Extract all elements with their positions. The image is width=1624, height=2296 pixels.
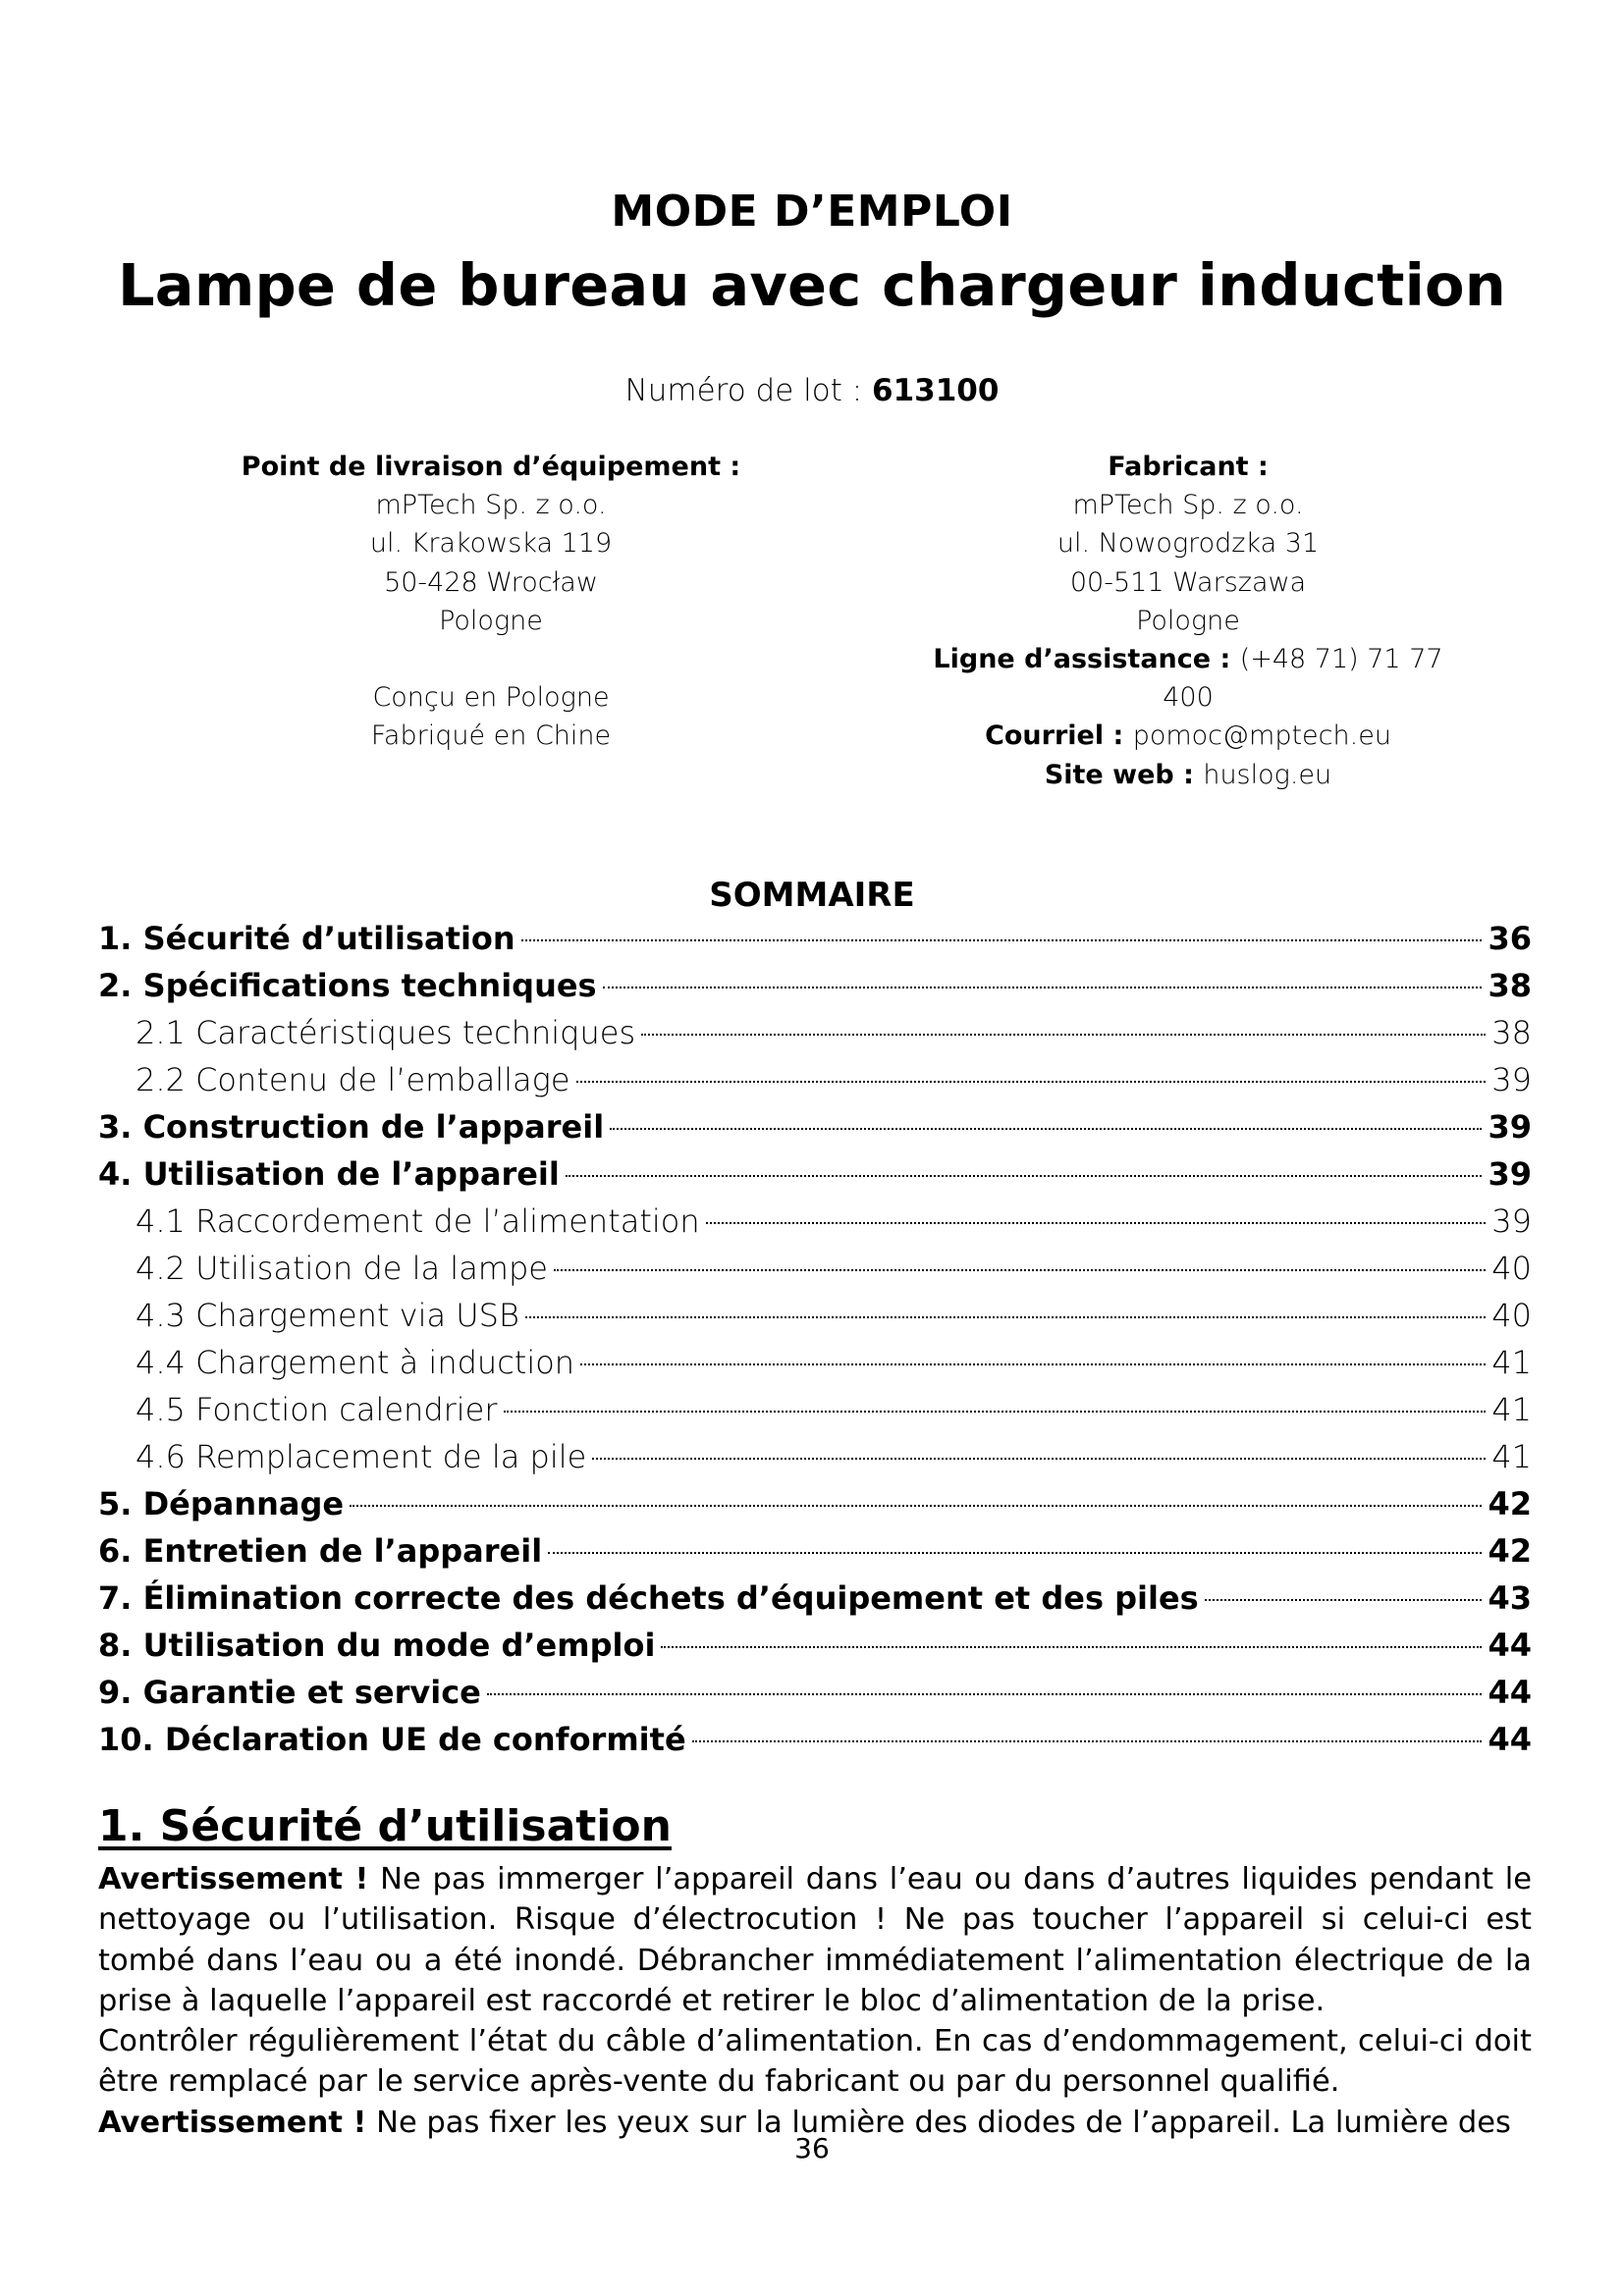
- page-number: 36: [794, 2132, 830, 2164]
- toc-title: SOMMAIRE: [709, 876, 915, 915]
- toc-entry-label: 10. Déclaration UE de conformité: [98, 1721, 686, 1758]
- toc-entry-label: 1. Sécurité d’utilisation: [98, 920, 515, 957]
- toc-entry-page: 40: [1491, 1297, 1532, 1334]
- toc-leader: [525, 1316, 1486, 1318]
- warning-text: Ne pas immerger l’appareil dans l’eau ou dans d’autres liquides pendant le nettoyage ou l’utilisation. Risque d’électrocution ! Ne pas toucher l’appareil si celui-ci est tombé dans l’eau ou a été inondé. Débrancher immédiatement l’alimentation électrique de la prise à laquelle l’appareil est raccordé et retirer le bloc d’alimentation de la prise.: [98, 1862, 1532, 2018]
- toc-entry-label: 6. Entretien de l’appareil: [98, 1532, 543, 1570]
- toc-entry-label: 5. Dépannage: [98, 1485, 345, 1522]
- lot-label: Numéro de lot :: [624, 373, 873, 408]
- lot-number: [0, 373, 1624, 408]
- toc-entry-page: 42: [1488, 1532, 1532, 1570]
- website: [913, 756, 1463, 794]
- toc-entry: [98, 967, 1532, 1014]
- toc-entry-label: 8. Utilisation du mode d’emploi: [98, 1627, 656, 1664]
- toc-entry-page: 42: [1488, 1485, 1532, 1522]
- hotline: [913, 640, 1463, 717]
- toc-entry-page: 41: [1491, 1438, 1532, 1475]
- toc-leader: [641, 1034, 1486, 1036]
- warning-label: Avertissement !: [98, 2105, 367, 2140]
- toc-leader: [706, 1222, 1487, 1224]
- document-type-label: MODE D’EMPLOI: [611, 187, 1013, 237]
- toc-entry: [98, 1485, 1532, 1532]
- toc-entry-label: 4.3 Chargement via USB: [135, 1297, 519, 1334]
- delivery-line: Pologne: [439, 605, 543, 636]
- manufacturer-line: ul. Nowogrodzka 31: [1056, 528, 1320, 560]
- delivery-line: ul. Krakowska 119: [369, 528, 613, 560]
- toc-leader: [576, 1081, 1487, 1083]
- email-value: pomoc@mptech.eu: [1132, 721, 1391, 752]
- toc-entry-page: 44: [1488, 1721, 1532, 1758]
- toc-entry-label: 4.4 Chargement à induction: [135, 1344, 575, 1381]
- product-title: Lampe de bureau avec chargeur induction: [118, 251, 1506, 319]
- toc-entry: [98, 1108, 1532, 1155]
- toc-leader: [504, 1411, 1487, 1413]
- toc-entry-page: 43: [1488, 1579, 1532, 1617]
- toc-entry-page: 40: [1491, 1250, 1532, 1287]
- toc-leader: [554, 1269, 1486, 1271]
- manufacturer-block: [913, 448, 1463, 794]
- toc-entry-page: 36: [1488, 920, 1532, 957]
- manufacturer-line: mPTech Sp. z o.o.: [1072, 490, 1304, 521]
- toc-entry: [98, 1061, 1532, 1108]
- toc-leader: [592, 1458, 1486, 1460]
- email-label: Courriel :: [985, 721, 1133, 752]
- toc-leader: [1205, 1599, 1483, 1601]
- toc-entry-label: 2.2 Contenu de l’emballage: [135, 1061, 570, 1098]
- manufacturer-line: 00-511 Warszawa: [1069, 566, 1307, 598]
- hotline-label: Ligne d’assistance :: [933, 644, 1240, 675]
- toc-entry: [98, 920, 1532, 967]
- toc-entry-label: 2.1 Caractéristiques techniques: [135, 1014, 636, 1051]
- toc-leader: [350, 1505, 1482, 1507]
- toc-leader: [580, 1363, 1486, 1365]
- toc-entry-label: 4.5 Fonction calendrier: [135, 1391, 498, 1428]
- email: [913, 717, 1463, 755]
- manufacturer-heading: Fabricant :: [1108, 452, 1269, 482]
- section-body: [98, 1859, 1532, 2143]
- toc-entry-label: 4. Utilisation de l’appareil: [98, 1155, 560, 1193]
- manufacturer-line: Pologne: [1136, 605, 1240, 636]
- toc-entry-page: 38: [1488, 967, 1532, 1004]
- toc-entry-label: 4.6 Remplacement de la pile: [135, 1438, 587, 1475]
- toc-entry: [98, 1391, 1532, 1438]
- toc-entry: [98, 1532, 1532, 1579]
- toc-entry: [98, 1297, 1532, 1344]
- website-label: Site web :: [1044, 759, 1204, 790]
- toc-entry-page: 41: [1491, 1344, 1532, 1381]
- delivery-line: 50-428 Wrocław: [384, 566, 598, 598]
- toc-entry-page: 38: [1491, 1014, 1532, 1051]
- toc-leader: [603, 987, 1483, 988]
- delivery-heading: Point de livraison d’équipement :: [241, 452, 741, 482]
- toc-entry: [98, 1674, 1532, 1721]
- toc-leader: [692, 1740, 1483, 1742]
- delivery-address-block: [236, 448, 746, 756]
- section-heading: 1. Sécurité d’utilisation: [98, 1801, 672, 1851]
- toc-entry-page: 39: [1488, 1108, 1532, 1146]
- toc-entry-label: 4.2 Utilisation de la lampe: [135, 1250, 548, 1287]
- toc-entry: [98, 1202, 1532, 1250]
- toc-entry: [98, 1014, 1532, 1061]
- toc-leader: [487, 1693, 1483, 1695]
- warning-label: Avertissement !: [98, 1862, 369, 1896]
- toc-leader: [566, 1175, 1483, 1177]
- toc-entry-page: 41: [1491, 1391, 1532, 1428]
- table-of-contents: [98, 920, 1532, 1768]
- toc-entry: [98, 1250, 1532, 1297]
- toc-entry-page: 44: [1488, 1627, 1532, 1664]
- toc-entry: [98, 1579, 1532, 1627]
- toc-leader: [548, 1552, 1482, 1554]
- website-value: huslog.eu: [1203, 759, 1332, 790]
- toc-entry-page: 44: [1488, 1674, 1532, 1711]
- cable-paragraph: Contrôler régulièrement l’état du câble d’alimentation. En cas d’endommagement, celui-ci doit être remplacé par le service après-vente du fabricant ou par du personnel qualifié.: [98, 2024, 1532, 2100]
- toc-entry-label: 4.1 Raccordement de l’alimentation: [135, 1202, 700, 1240]
- toc-entry: [98, 1721, 1532, 1768]
- toc-entry-label: 3. Construction de l’appareil: [98, 1108, 605, 1146]
- lot-value: 613100: [872, 373, 1000, 408]
- toc-entry-label: 9. Garantie et service: [98, 1674, 481, 1711]
- delivery-line: mPTech Sp. z o.o.: [375, 490, 607, 521]
- toc-leader: [661, 1646, 1482, 1648]
- toc-entry-page: 39: [1488, 1155, 1532, 1193]
- warning-paragraph: [98, 1859, 1532, 2021]
- warning-text: Ne pas fixer les yeux sur la lumière des diodes de l’appareil. La lumière des: [366, 2105, 1511, 2140]
- toc-leader: [610, 1128, 1482, 1130]
- toc-entry: [98, 1155, 1532, 1202]
- designed-in: Conçu en Pologne: [372, 682, 610, 714]
- hotline-value: (+48 71) 71 77 400: [1163, 644, 1443, 714]
- toc-leader: [521, 939, 1483, 941]
- toc-entry: [98, 1344, 1532, 1391]
- made-in: Fabriqué en Chine: [370, 721, 612, 752]
- toc-entry-page: 39: [1491, 1061, 1532, 1098]
- toc-entry: [98, 1438, 1532, 1485]
- toc-entry-label: 2. Spécifications techniques: [98, 967, 597, 1004]
- toc-entry: [98, 1627, 1532, 1674]
- toc-entry-label: 7. Élimination correcte des déchets d’équipement et des piles: [98, 1579, 1199, 1617]
- toc-entry-page: 39: [1491, 1202, 1532, 1240]
